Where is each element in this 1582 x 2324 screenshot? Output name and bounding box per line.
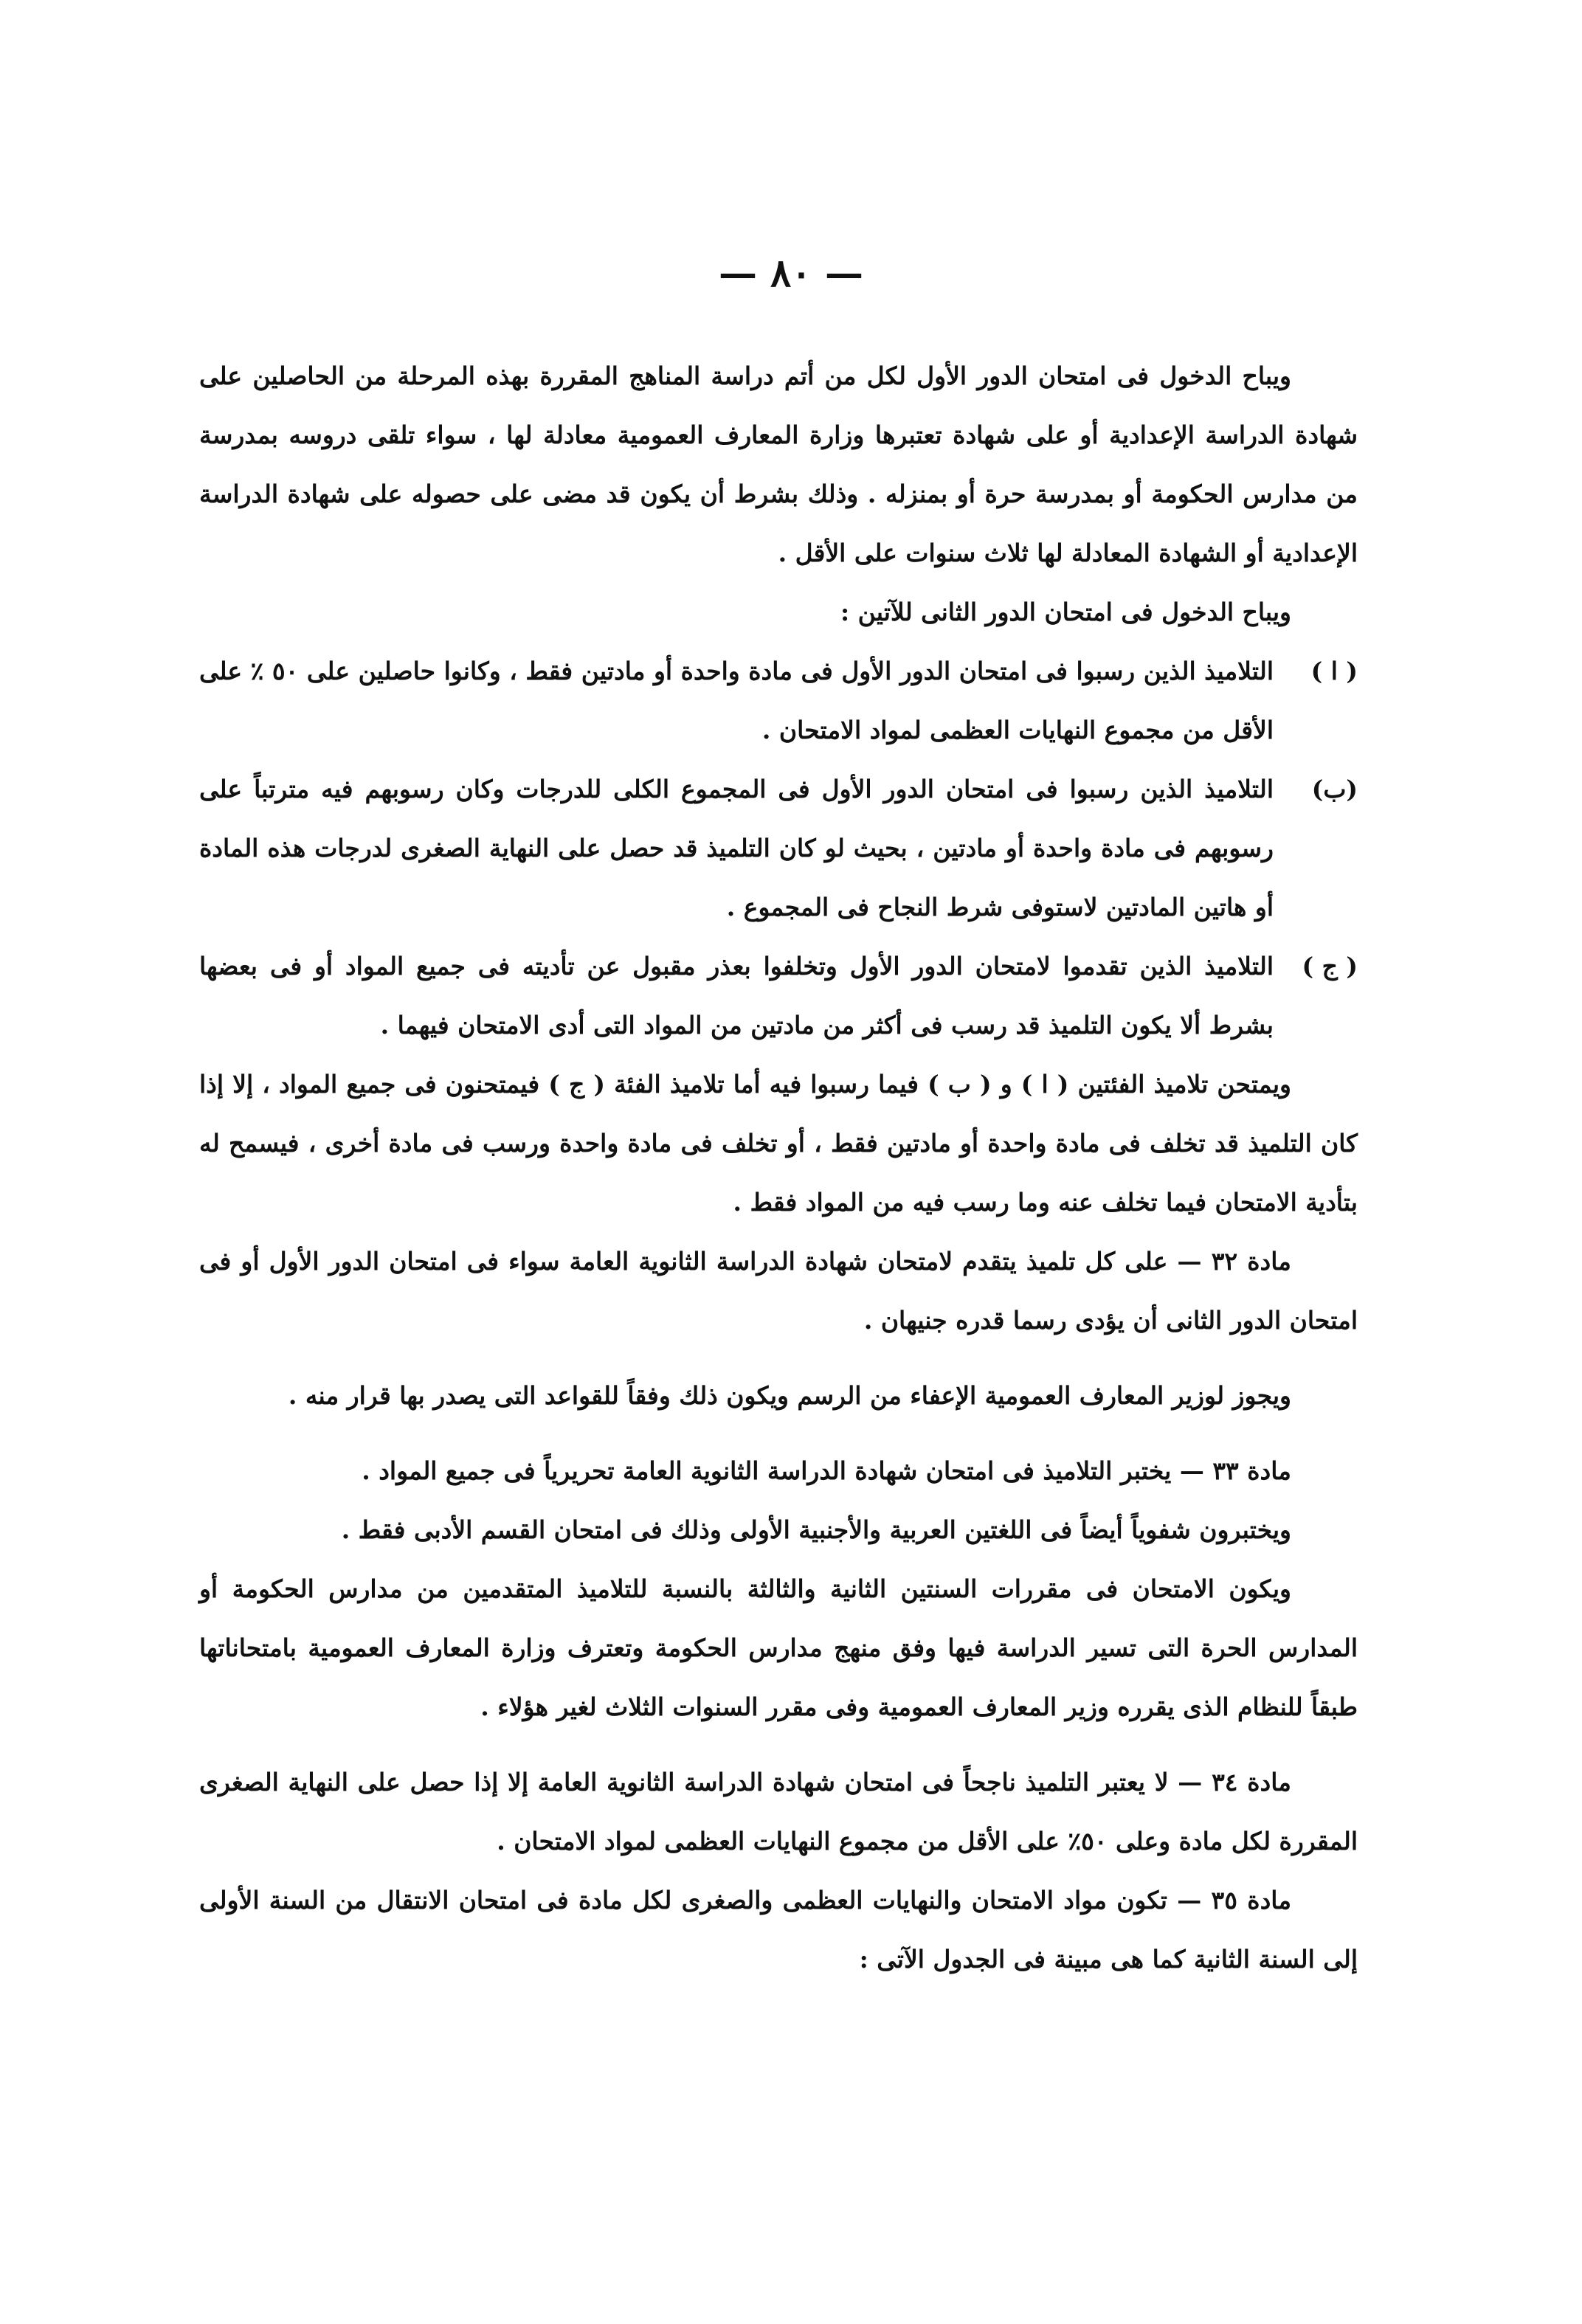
page-number: — ٨٠ —: [718, 251, 864, 296]
list-item-a: [199, 642, 1358, 760]
list-item-text: التلاميذ الذين تقدموا لامتحان الدور الأول وتخلفوا بعذر مقبول عن تأديته فى جميع المواد أو فى بعضها بشرط ألا يكون التلميذ قد رسب فى أكثر من مادتين من المواد التى أدى الامتحان فيهما .: [199, 952, 1274, 1040]
paragraph-fee-exemption: ويجوز لوزير المعارف العمومية الإعفاء من الرسم ويكون ذلك وفقاً للقواعد التى يصدر بها قرار منه .: [288, 1381, 1291, 1410]
list-item-text: التلاميذ الذين رسبوا فى امتحان الدور الأول فى مادة واحدة أو مادتين فقط ، وكانوا حاصلين على ٥٠ ٪ على الأقل من مجموع النهايات العظمى لمواد الامتحان .: [199, 657, 1274, 744]
paragraph-article-32: مادة ٣٢ — على كل تلميذ يتقدم لامتحان شهادة الدراسة الثانوية العامة سواء فى امتحان الدور الأول أو فى امتحان الدور الثانى أن يؤدى رسما قدره جنيهان .: [199, 1247, 1358, 1335]
paragraph-article-33: مادة ٣٣ — يختبر التلاميذ فى امتحان شهادة الدراسة الثانوية العامة تحريرياً فى جميع المواد .: [362, 1456, 1291, 1485]
list-item-label: ( ا ): [1310, 657, 1358, 685]
paragraph-second-round-intro: ويباح الدخول فى امتحان الدور الثانى للآتين :: [840, 598, 1291, 626]
list-item-label: ( ج ): [1302, 952, 1358, 981]
paragraph-oral-exams: ويختبرون شفوياً أيضاً فى اللغتين العربية والأجنبية الأولى وذلك فى امتحان القسم الأدبى فقط .: [341, 1515, 1291, 1544]
paragraph-article-34: مادة ٣٤ — لا يعتبر التلميذ ناجحاً فى امتحان شهادة الدراسة الثانوية العامة إلا إذا حصل على النهاية الصغرى المقررة لكل مادة وعلى ٥٠٪ على الأقل من مجموع النهايات العظمى لمواد الامتحان .: [199, 1768, 1358, 1856]
paragraph-exam-curricula: ويكون الامتحان فى مقررات السنتين الثانية والثالثة بالنسبة للتلاميذ المتقدمين من مدارس الحكومة أو المدارس الحرة التى تسير الدراسة فيها وفق منهج مدارس الحكومة وتعترف وزارة المعارف العمومية بامتحاناتها طبقاً للنظام الذى يقرره وزير المعارف العمومية وفى مقرر السنوات الثلاث لغير هؤلاء .: [199, 1574, 1358, 1721]
document-body: [199, 347, 1358, 1989]
paragraph-article-35: مادة ٣٥ — تكون مواد الامتحان والنهايات العظمى والصغرى لكل مادة فى امتحان الانتقال من السنة الأولى إلى السنة الثانية كما هى مبينة فى الجدول الآتى :: [199, 1886, 1358, 1974]
list-item-label: (ب): [1311, 775, 1358, 803]
paragraph-first-round-eligibility: ويباح الدخول فى امتحان الدور الأول لكل من أتم دراسة المناهج المقررة بهذه المرحلة من الحاصلين على شهادة الدراسة الإعدادية أو على شهادة تعتبرها وزارة المعارف العمومية معادلة لها ، سواء تلقى دروسه بمدرسة من مدارس الحكومة أو بمدرسة حرة أو بمنزله . وذلك بشرط أن يكون قد مضى على حصوله على شهادة الدراسة الإعدادية أو الشهادة المعادلة لها ثلاث سنوات على الأقل .: [199, 362, 1358, 567]
list-item-c: [199, 937, 1358, 1055]
paragraph-categories-exam: ويمتحن تلاميذ الفئتين ( ا ) و ( ب ) فيما رسبوا فيه أما تلاميذ الفئة ( ج ) فيمتحنون فى جميع المواد ، إلا إذا كان التلميذ قد تخلف فى مادة واحدة أو مادتين فقط ، أو تخلف فى مادة واحدة ورسب فى مادة أخرى ، فيسمح له بتأدية الامتحان فيما تخلف عنه وما رسب فيه من المواد فقط .: [199, 1070, 1358, 1217]
list-item-text: التلاميذ الذين رسبوا فى امتحان الدور الأول فى المجموع الكلى للدرجات وكان رسوبهم فيه مترتباً على رسوبهم فى مادة واحدة أو مادتين ، بحيث لو كان التلميذ قد حصل على النهاية الصغرى لدرجات هذه المادة أو هاتين المادتين لاستوفى شرط النجاح فى المجموع .: [199, 775, 1274, 921]
list-item-b: [199, 760, 1358, 937]
